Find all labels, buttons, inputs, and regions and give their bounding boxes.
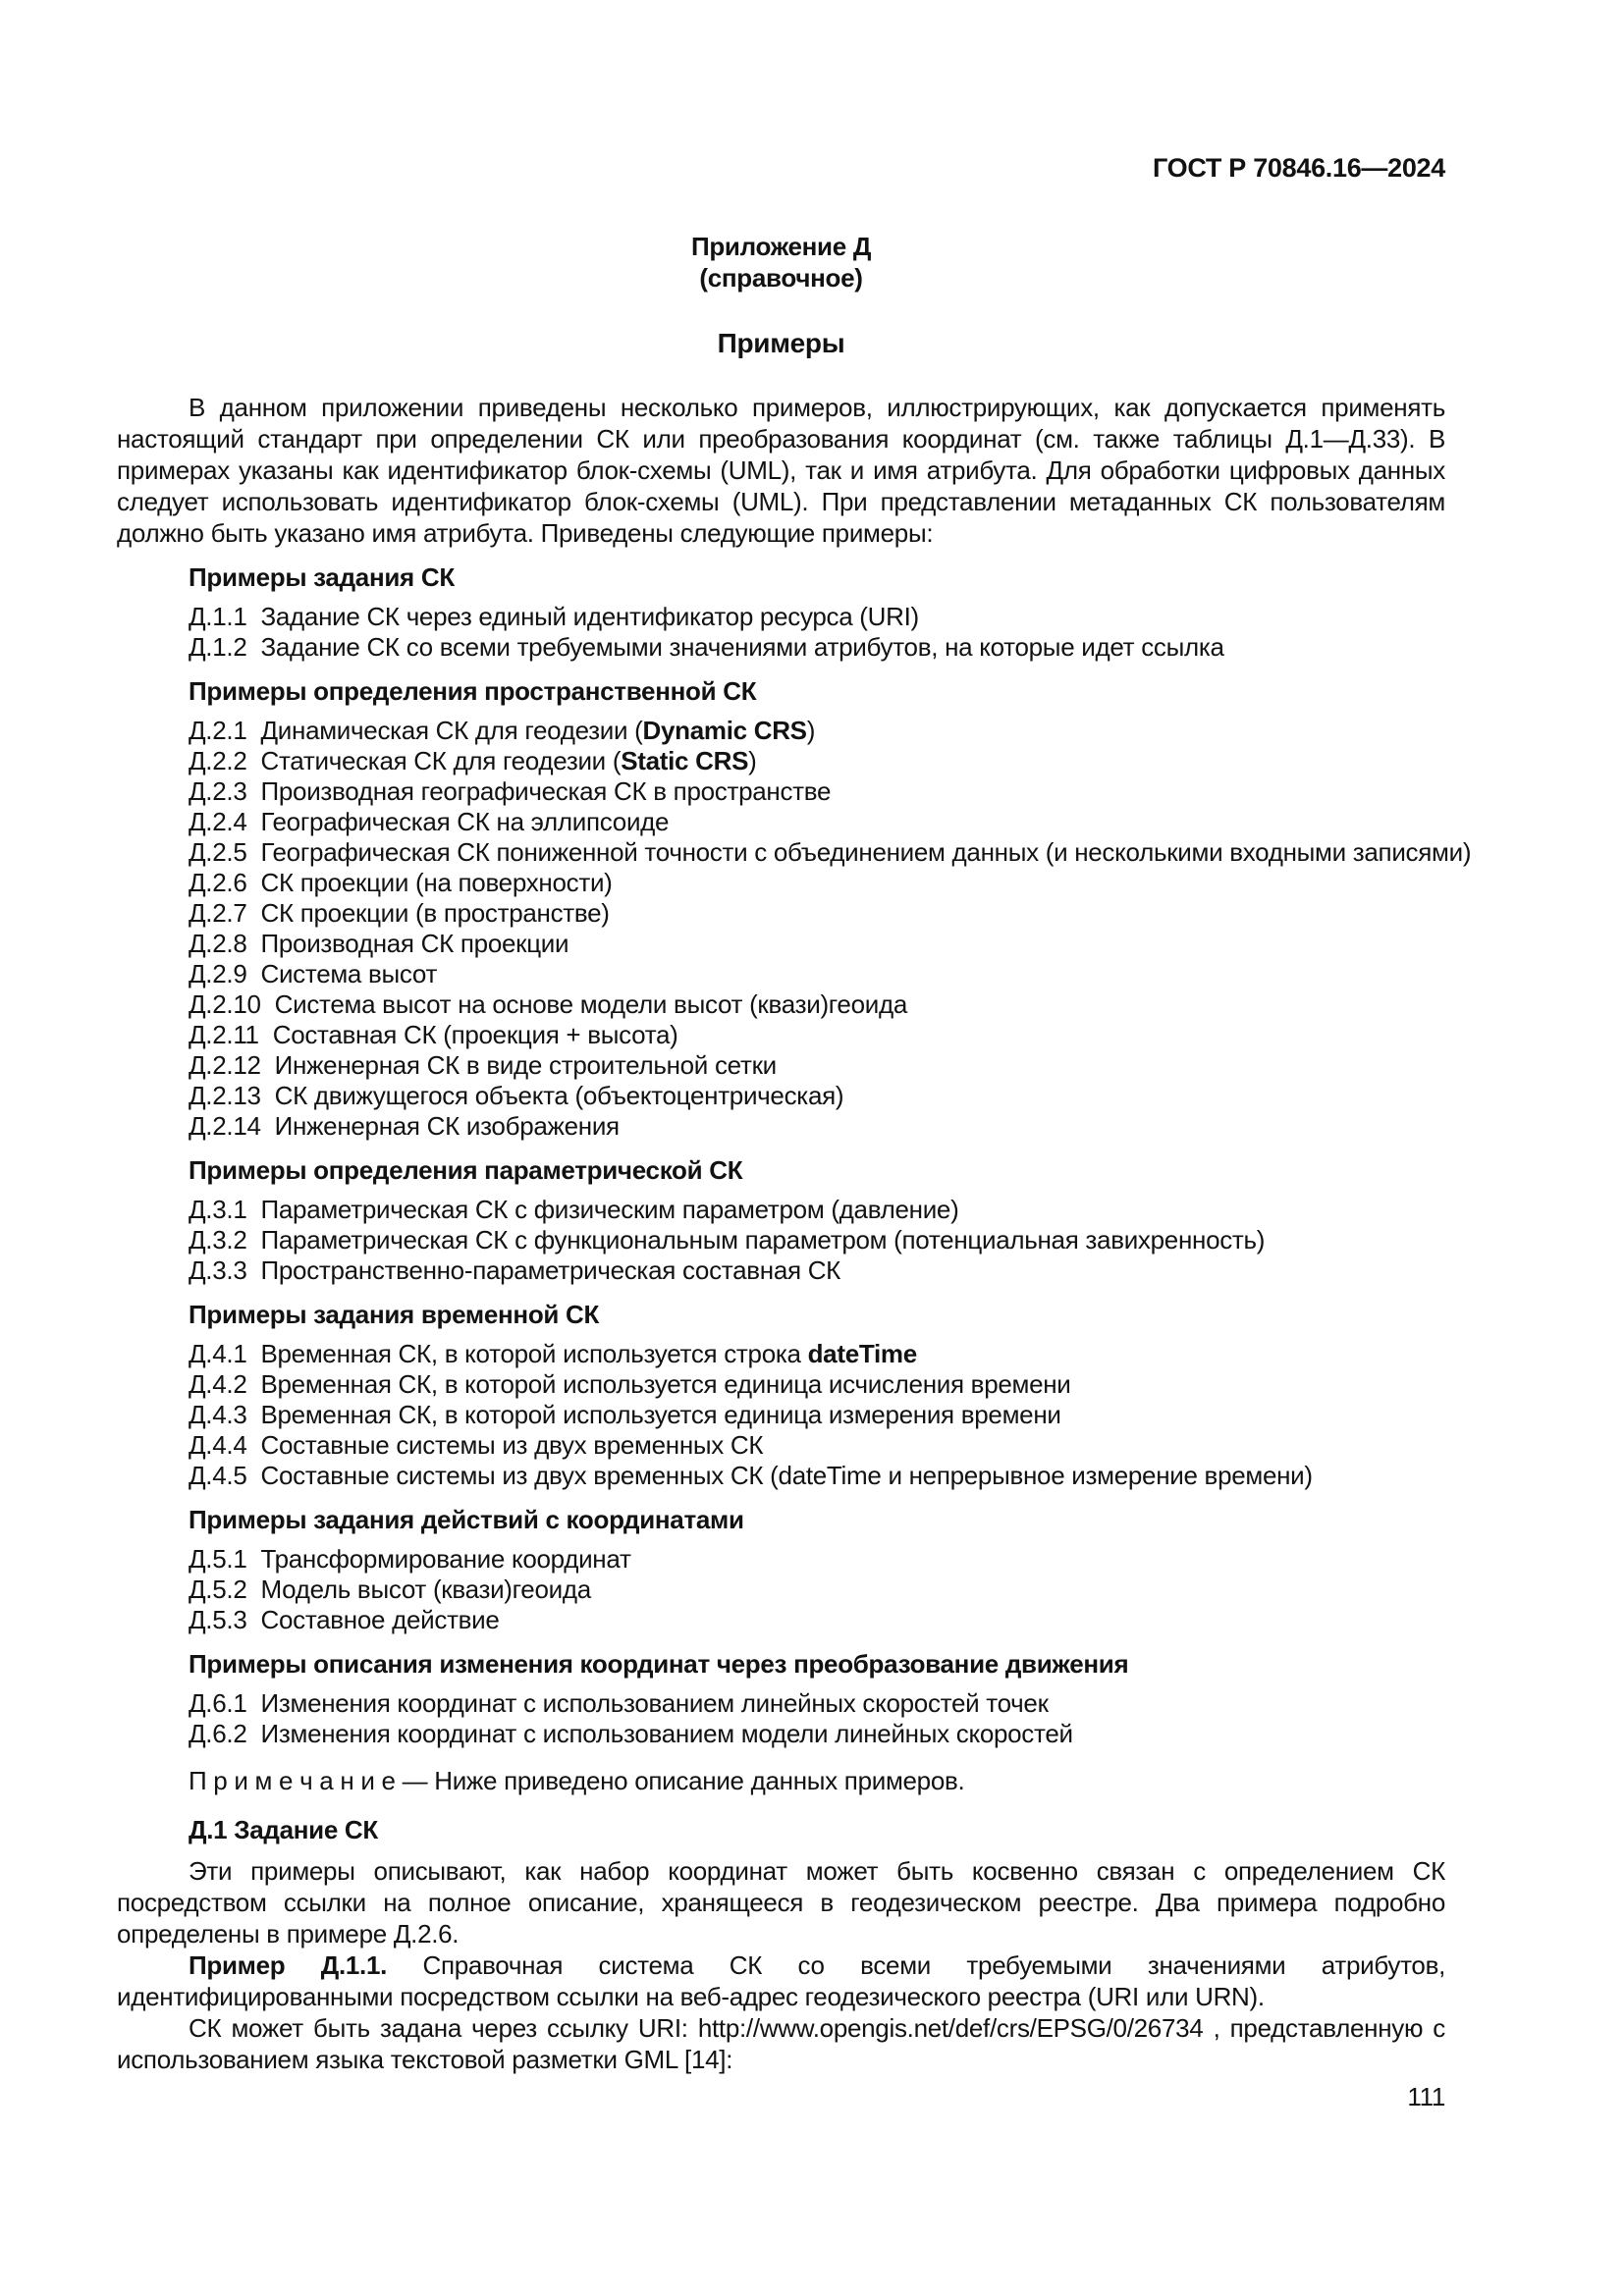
toc-item bbox=[117, 746, 1445, 776]
toc-item-number: Д.2.4 bbox=[189, 807, 247, 836]
toc-item-number: Д.4.2 bbox=[189, 1369, 247, 1399]
toc-group-title: Примеры определения параметрической СК bbox=[189, 1155, 743, 1185]
toc-item bbox=[117, 1605, 1445, 1635]
example-label: Пример Д.1.1. bbox=[189, 1950, 388, 1980]
toc-item-number: Д.3.3 bbox=[189, 1255, 247, 1285]
toc-item bbox=[117, 1544, 1445, 1575]
main-heading: Примеры bbox=[717, 328, 845, 358]
toc-item-number: Д.2.11 bbox=[189, 1020, 259, 1049]
toc-item bbox=[117, 929, 1445, 959]
uri-post-text: , представленную с использованием языка текстовой разметки GML [14]: bbox=[117, 2013, 1445, 2074]
example-text: Справочная система СК со всеми требуемыми значениями атрибутов, идентифицированными посредством ссылки на веб-адрес геодезического реестра (URI или URN). bbox=[117, 1950, 1446, 2011]
toc-item-text: Производная географическая СК в пространстве bbox=[260, 776, 832, 806]
toc-item-text: Географическая СК на эллипсоиде bbox=[260, 807, 670, 836]
toc-item bbox=[117, 868, 1445, 898]
toc-item bbox=[117, 807, 1445, 837]
toc-item-text: СК проекции (на поверхности) bbox=[260, 868, 613, 897]
toc-item-text: Система высот bbox=[260, 959, 438, 988]
toc-item-text: СК проекции (в пространстве) bbox=[260, 898, 610, 928]
toc-group bbox=[117, 676, 1472, 1142]
toc-item-number: Д.6.2 bbox=[189, 1719, 247, 1748]
toc-item-text: Составные системы из двух временных СК bbox=[260, 1430, 764, 1460]
toc-item bbox=[117, 1575, 1445, 1605]
toc-item-text: Система высот на основе модели высот (квази)геоида bbox=[274, 989, 907, 1019]
toc-item bbox=[117, 1081, 1445, 1111]
toc-item bbox=[117, 1111, 1445, 1142]
toc-item-number: Д.2.2 bbox=[189, 746, 247, 775]
toc-item-number: Д.4.1 bbox=[189, 1339, 247, 1368]
toc-item bbox=[117, 1339, 1445, 1369]
toc-item-post: ) bbox=[748, 746, 757, 775]
toc-item-number: Д.2.8 bbox=[189, 929, 247, 958]
toc-item bbox=[117, 1400, 1445, 1430]
toc-item-bold-term: Static CRS bbox=[621, 746, 749, 775]
toc-item-text: Составные системы из двух временных СК (dateTime и непрерывное измерение времени) bbox=[260, 1461, 1313, 1490]
toc-item bbox=[117, 959, 1445, 989]
toc-item-number: Д.1.2 bbox=[189, 632, 247, 662]
toc-item bbox=[117, 1255, 1445, 1286]
annex-title: Приложение Д bbox=[690, 232, 872, 261]
note-paragraph bbox=[117, 1765, 1445, 1796]
toc-item-number: Д.2.6 bbox=[189, 868, 247, 897]
toc-item-number: Д.5.1 bbox=[189, 1544, 247, 1574]
toc-item-text: Трансформирование координат bbox=[260, 1544, 631, 1574]
toc-item-number: Д.2.10 bbox=[189, 989, 261, 1019]
section-d1-paragraph: Эти примеры описывают, как набор координат может быть косвенно связан с определением СК посредством ссылки на полное описание, хранящееся в геодезическом реестре. Два примера подробно определены в примере Д.2.6. bbox=[117, 1856, 1445, 1949]
toc-item bbox=[117, 1430, 1445, 1461]
toc-item-number: Д.2.5 bbox=[189, 837, 247, 867]
toc-item-text: Задание СК через единый идентификатор ресурса (URI) bbox=[260, 602, 919, 631]
toc-group bbox=[117, 1155, 1445, 1286]
toc-group-title: Примеры задания СК bbox=[189, 562, 455, 592]
toc-item-text: Изменения координат с использованием модели линейных скоростей bbox=[260, 1719, 1073, 1748]
toc-item bbox=[117, 1719, 1445, 1749]
page-number: 111 bbox=[1407, 2082, 1445, 2111]
toc-item-number: Д.5.3 bbox=[189, 1605, 247, 1634]
toc-item-text: Географическая СК пониженной точности с объединением данных (и несколькими входными записями) bbox=[260, 837, 1472, 867]
toc-group-items bbox=[117, 1544, 1445, 1635]
toc-item-text: Составная СК (проекция + высота) bbox=[272, 1020, 678, 1049]
toc-item-text: Модель высот (квази)геоида bbox=[260, 1575, 591, 1604]
toc-item-post: ) bbox=[806, 716, 816, 745]
toc-item-number: Д.2.3 bbox=[189, 776, 247, 806]
toc-item-number: Д.1.1 bbox=[189, 602, 247, 631]
toc-item-text: Временная СК, в которой используется строка bbox=[260, 1339, 808, 1368]
toc-item bbox=[117, 1461, 1445, 1491]
toc-group-items bbox=[117, 1195, 1445, 1286]
toc-item bbox=[117, 1195, 1445, 1225]
toc-item-number: Д.2.1 bbox=[189, 716, 247, 745]
toc-item-text: Пространственно-параметрическая составная СК bbox=[260, 1255, 841, 1285]
toc-group bbox=[117, 1300, 1445, 1491]
uri-text: http://www.opengis.net/def/crs/EPSG/0/26734 bbox=[697, 2013, 1204, 2043]
toc-item-number: Д.5.2 bbox=[189, 1575, 247, 1604]
toc-item-text: Временная СК, в которой используется единица измерения времени bbox=[260, 1400, 1061, 1429]
toc-item-text: Параметрическая СК с физическим параметром (давление) bbox=[260, 1195, 959, 1224]
toc-item bbox=[117, 989, 1445, 1020]
toc-item-text: Составное действие bbox=[260, 1605, 500, 1634]
toc-item-text: СК движущегося объекта (объектоцентрическая) bbox=[274, 1081, 844, 1110]
note-label: П р и м е ч а н и е bbox=[189, 1766, 396, 1795]
section-d1-heading: Д.1 Задание СК bbox=[189, 1815, 378, 1844]
toc-item-number: Д.2.9 bbox=[189, 959, 247, 988]
toc-item-number: Д.4.5 bbox=[189, 1461, 247, 1490]
toc-group bbox=[117, 1649, 1445, 1749]
toc-item bbox=[117, 1688, 1445, 1719]
toc-item bbox=[117, 1369, 1445, 1400]
toc-item-number: Д.2.13 bbox=[189, 1081, 261, 1110]
toc-item bbox=[117, 837, 1472, 868]
toc-group bbox=[117, 562, 1445, 663]
toc-group-items bbox=[117, 1688, 1445, 1749]
uri-pre-text: СК может быть задана через ссылку URI: bbox=[189, 2013, 698, 2043]
toc-item-text: Производная СК проекции bbox=[260, 929, 569, 958]
toc-item-text: Инженерная СК в виде строительной сетки bbox=[274, 1050, 777, 1080]
toc-group-items bbox=[117, 1339, 1445, 1491]
toc-item bbox=[117, 632, 1445, 663]
toc-item-text: Задание СК со всеми требуемыми значениями атрибутов, на которые идет ссылка bbox=[260, 632, 1224, 662]
toc-item bbox=[117, 1050, 1445, 1081]
toc-group-items bbox=[117, 602, 1445, 663]
toc-group-title: Примеры определения пространственной СК bbox=[189, 676, 757, 706]
uri-paragraph bbox=[117, 2012, 1445, 2075]
doc-code: ГОСТ Р 70846.16—2024 bbox=[1153, 153, 1445, 183]
toc-item bbox=[117, 1225, 1445, 1255]
intro-paragraph: В данном приложении приведены несколько примеров, иллюстрирующих, как допускается применять настоящий стандарт при определении СК или преобразования координат (см. также таблицы Д.1—Д.33). В примерах указаны как идентификатор блок-схемы (UML), так и имя атрибута. Для обработки цифровых данных следует использовать идентификатор блок-схемы (UML). При представлении метаданных СК пользователям должно быть указано имя атрибута. Приведены следующие примеры: bbox=[117, 393, 1445, 548]
toc-item-number: Д.3.2 bbox=[189, 1225, 247, 1255]
toc-item bbox=[117, 602, 1445, 632]
toc-group bbox=[117, 1505, 1445, 1635]
note-text: — Ниже приведено описание данных примеров. bbox=[395, 1766, 965, 1795]
toc-item-bold-term: dateTime bbox=[807, 1339, 917, 1368]
toc-item-number: Д.6.1 bbox=[189, 1688, 247, 1718]
example-paragraph bbox=[117, 1949, 1445, 2012]
toc-item-text: Изменения координат с использованием линейных скоростей точек bbox=[260, 1688, 1049, 1718]
toc-item-number: Д.4.4 bbox=[189, 1430, 247, 1460]
toc-item-text: Статическая СК для геодезии ( bbox=[260, 746, 622, 775]
toc-item-bold-term: Dynamic CRS bbox=[642, 716, 807, 745]
toc-item-number: Д.2.12 bbox=[189, 1050, 261, 1080]
toc-group-title: Примеры описания изменения координат через преобразование движения bbox=[189, 1649, 1129, 1679]
toc-item-text: Инженерная СК изображения bbox=[274, 1111, 620, 1141]
toc-item-text: Временная СК, в которой используется единица исчисления времени bbox=[260, 1369, 1071, 1399]
toc-item-number: Д.2.7 bbox=[189, 898, 247, 928]
toc-item-number: Д.4.3 bbox=[189, 1400, 247, 1429]
examples-toc bbox=[117, 562, 1472, 1749]
toc-group-title: Примеры задания действий с координатами bbox=[189, 1505, 744, 1534]
toc-item bbox=[117, 1020, 1445, 1050]
toc-item bbox=[117, 716, 1445, 746]
toc-item-text: Динамическая СК для геодезии ( bbox=[260, 716, 643, 745]
toc-item-number: Д.2.14 bbox=[189, 1111, 261, 1141]
toc-item-number: Д.3.1 bbox=[189, 1195, 247, 1224]
toc-group-items bbox=[117, 716, 1472, 1142]
toc-item bbox=[117, 898, 1445, 929]
toc-item bbox=[117, 776, 1445, 807]
toc-group-title: Примеры задания временной СК bbox=[189, 1300, 600, 1329]
annex-subtitle: (справочное) bbox=[699, 263, 863, 293]
toc-item-text: Параметрическая СК с функциональным параметром (потенциальная завихренность) bbox=[260, 1225, 1266, 1255]
